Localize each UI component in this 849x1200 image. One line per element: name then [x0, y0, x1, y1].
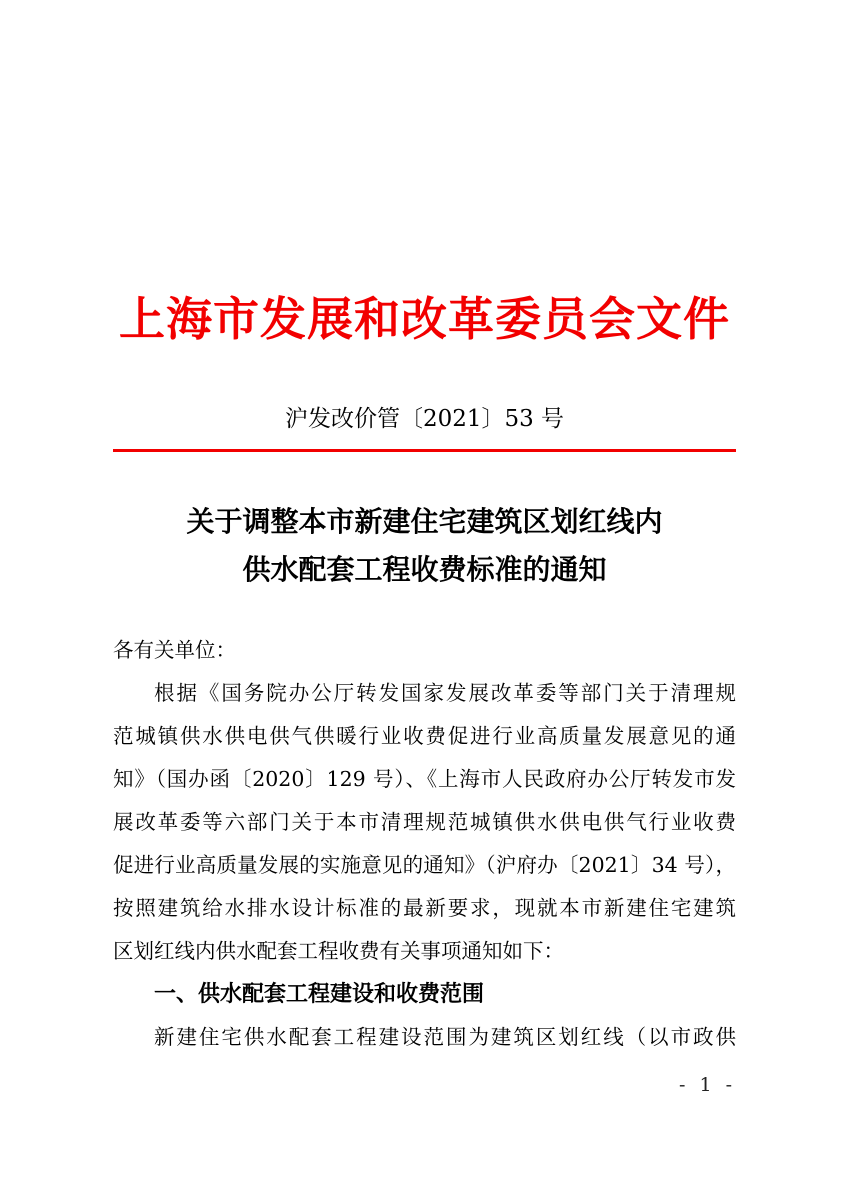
- red-divider-line: [113, 449, 736, 452]
- section-heading: 一、供水配套工程建设和收费范围: [154, 982, 485, 1007]
- agency-header-title: 上海市发展和改革委员会文件: [119, 292, 730, 346]
- document-title-line-1: 关于调整本市新建住宅建筑区划红线内: [186, 505, 663, 538]
- document-title-line-2: 供水配套工程收费标准的通知: [242, 553, 607, 586]
- paragraph-line: 新建住宅供水配套工程建设范围为建筑区划红线（以市政供: [154, 1025, 736, 1049]
- paragraph-line: 范城镇供水供电供气供暖行业收费促进行业高质量发展意见的通: [113, 724, 736, 748]
- document-number: 沪发改价管〔2021〕53 号: [284, 406, 565, 432]
- paragraph-line: 知》（国办函〔2020〕129 号）、《上海市人民政府办公厅转发市发: [113, 767, 736, 791]
- paragraph-line: 区划红线内供水配套工程收费有关事项通知如下：: [113, 939, 564, 963]
- page-number: - 1 -: [678, 1074, 736, 1096]
- paragraph-line: 促进行业高质量发展的实施意见的通知》（沪府办〔2021〕34 号），: [113, 853, 736, 877]
- paragraph-line: 根据《国务院办公厅转发国家发展改革委等部门关于清理规: [154, 681, 736, 705]
- document-body: [113, 629, 736, 1059]
- paragraph-line: 展改革委等六部门关于本市清理规范城镇供水供电供气行业收费: [113, 810, 736, 834]
- salutation: 各有关单位：: [113, 638, 236, 662]
- document-title: [113, 498, 736, 594]
- paragraph-line: 按照建筑给水排水设计标准的最新要求，现就本市新建住宅建筑: [113, 896, 736, 920]
